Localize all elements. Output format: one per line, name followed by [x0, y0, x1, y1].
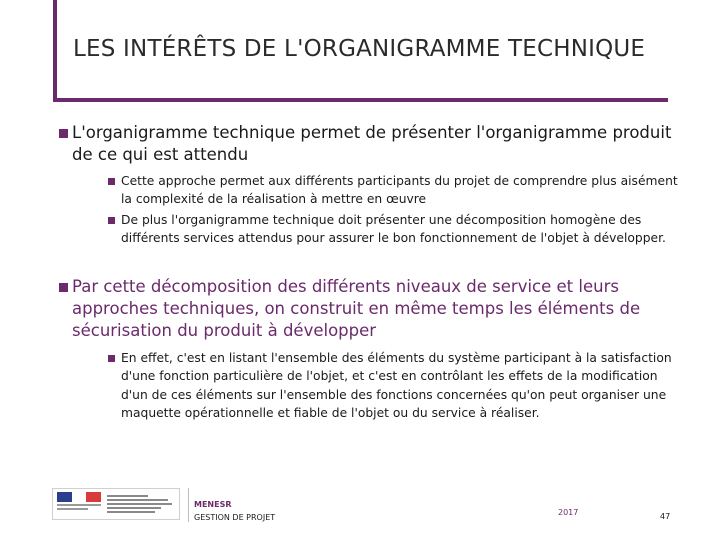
square-bullet-icon: [108, 355, 115, 362]
sub-bullet-2-1: [108, 349, 683, 422]
sub-bullet-1-2: [108, 211, 683, 248]
footer-divider: [188, 488, 189, 522]
bullet-1: [59, 122, 684, 166]
slide-title: LES INTÉRÊTS DE L'ORGANIGRAMME TECHNIQUE: [73, 36, 646, 62]
bullet-1-text: L'organigramme technique permet de présenter l'organigramme produit de ce qui est attendu: [72, 123, 672, 164]
footer-year: 2017: [558, 508, 579, 517]
page-number: 47: [660, 512, 671, 521]
ministry-logo: [52, 488, 180, 520]
sub-bullet-1-1: [108, 172, 683, 209]
ministry-name-lines: [107, 495, 175, 513]
marianne-flag-icon: [57, 492, 101, 516]
sub-bullet-1-2-text: De plus l'organigramme technique doit présenter une décomposition homogène des différents services attendus pour assurer le bon fonctionnement de l'objet à développer.: [121, 213, 666, 246]
square-bullet-icon: [59, 283, 68, 292]
sub-bullet-1-1-text: Cette approche permet aux différents participants du projet de comprendre plus aisément la complexité de la réalisation à mettre en œuvre: [121, 174, 678, 207]
sub-bullet-2-1-text: En effet, c'est en listant l'ensemble des éléments du système participant à la satisfaction d'une fonction particulière de l'objet, et c'est en contrôlant les effets de la modification d'un de ces éléments sur l'ensemble des fonctions concernées qu'on peut organiser une maquette opérationnelle et fiable de l'objet ou du service à réaliser.: [121, 351, 672, 420]
footer-org: MENESR: [194, 500, 232, 509]
square-bullet-icon: [108, 178, 115, 185]
bullet-2-text: Par cette décomposition des différents niveaux de service et leurs approches techniques, on construit en même temps les éléments de sécurisation du produit à développer: [72, 277, 641, 340]
square-bullet-icon: [108, 217, 115, 224]
bullet-2: [59, 276, 669, 342]
square-bullet-icon: [59, 129, 68, 138]
footer-subtitle: GESTION DE PROJET: [194, 513, 276, 522]
